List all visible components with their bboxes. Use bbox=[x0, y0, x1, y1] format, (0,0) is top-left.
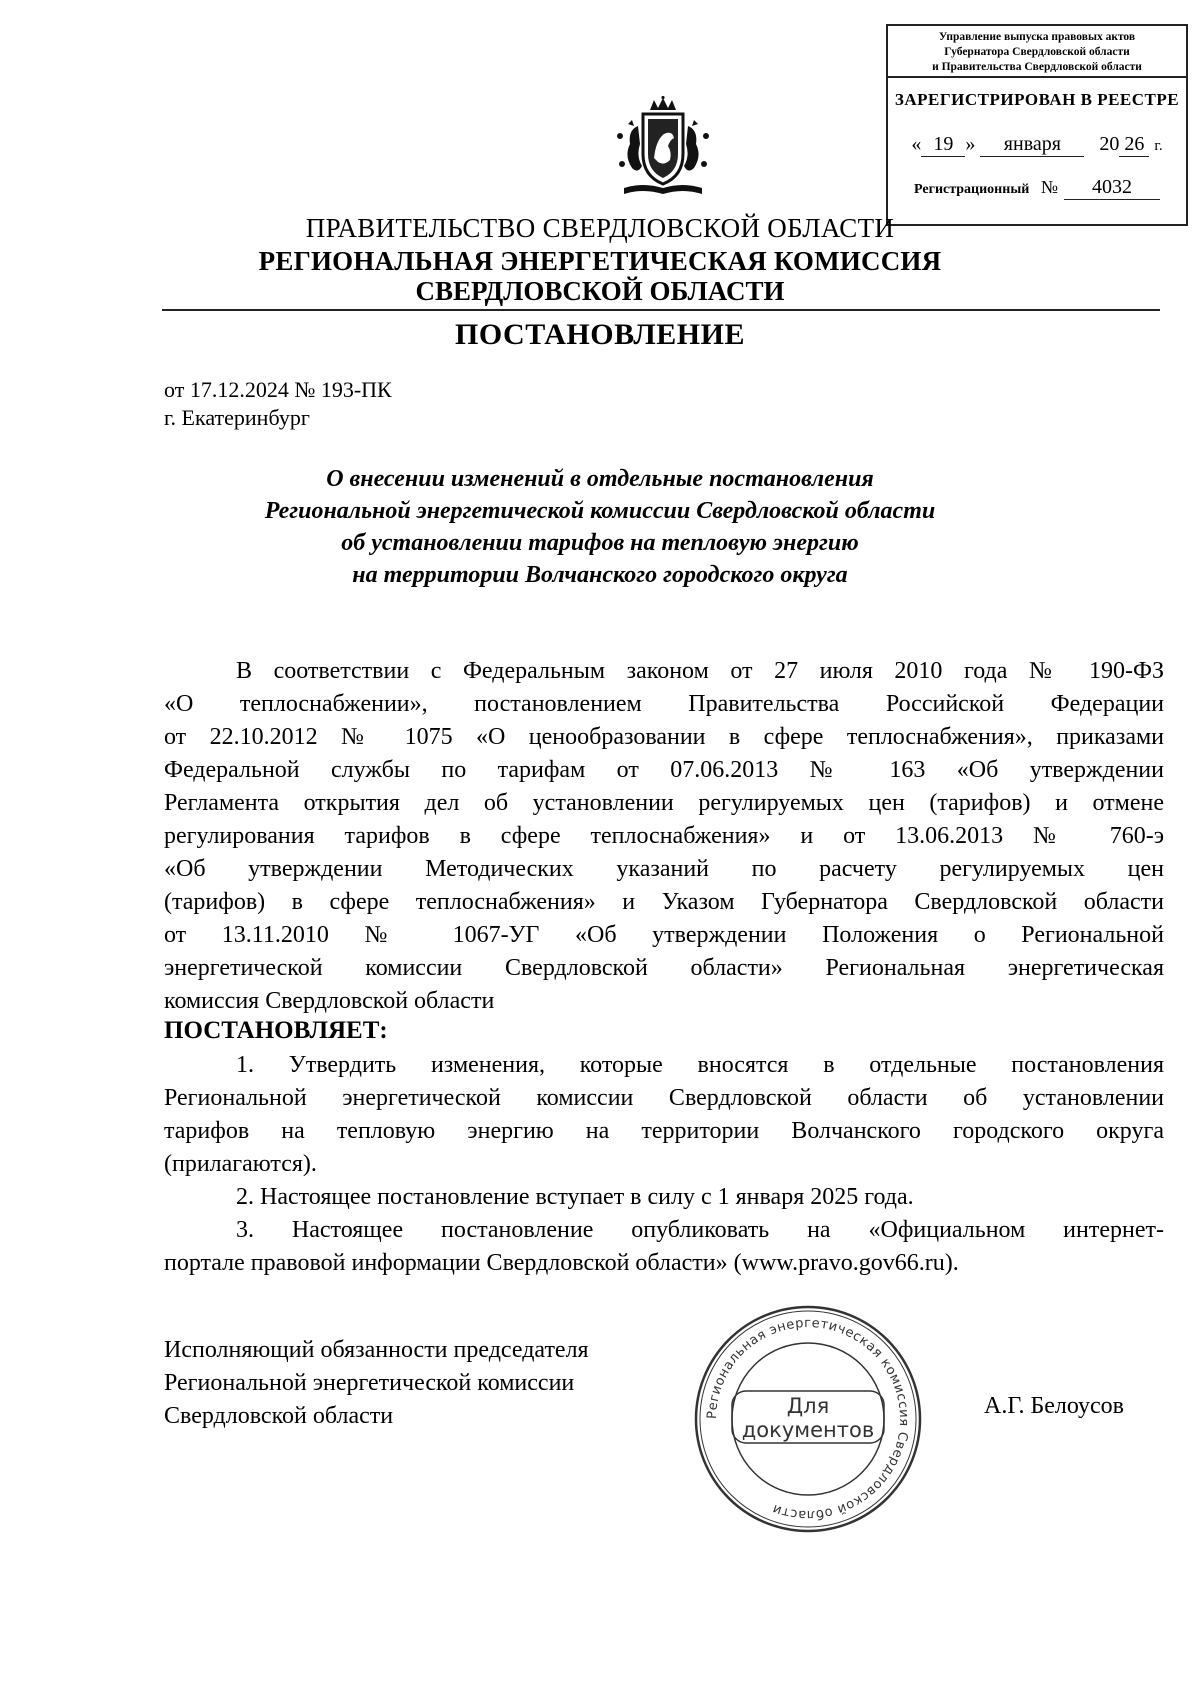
document-title-line: на территории Волчанского городского округа bbox=[352, 562, 848, 588]
item3-line: портале правовой информации Свердловской области» (www.pravo.gov66.ru). bbox=[164, 1250, 959, 1276]
preamble-line: от 22.10.2012 № 1075 «О ценообразовании в сфере теплоснабжения», приказами bbox=[164, 724, 1164, 750]
registry-quote-close: » bbox=[965, 133, 976, 155]
official-seal bbox=[692, 1303, 924, 1535]
preamble-line: регулирования тарифов в сфере теплоснабжения» и от 13.06.2013 № 760-э bbox=[164, 823, 1164, 849]
seal-center-line1: Для bbox=[786, 1394, 830, 1418]
signatory-name: А.Г. Белоусов bbox=[984, 1393, 1124, 1419]
registry-number: 4032 bbox=[1064, 176, 1160, 200]
item1-line: Региональной энергетической комиссии Свердловской области об установлении bbox=[164, 1085, 1164, 1111]
item2-line: 2. Настоящее постановление вступает в силу с 1 января 2025 года. bbox=[236, 1184, 914, 1210]
registry-year-prefix: 20 bbox=[1099, 133, 1120, 155]
item1-line: (прилагаются). bbox=[164, 1151, 317, 1177]
commission-heading-line1: РЕГИОНАЛЬНАЯ ЭНЕРГЕТИЧЕСКАЯ КОМИССИЯ bbox=[258, 246, 942, 276]
registry-header-line: Губернатора Свердловской области bbox=[944, 46, 1130, 58]
seal-ring-text-path: Региональная энергетическая комиссия Свердловской области bbox=[704, 1315, 912, 1523]
document-date-number: от 17.12.2024 № 193-ПК bbox=[164, 377, 392, 402]
document-city: г. Екатеринбург bbox=[164, 405, 310, 430]
registry-stamp bbox=[886, 24, 1188, 226]
preamble-line: Федеральной службы по тарифам от 07.06.2013 № 163 «Об утверждении bbox=[164, 757, 1164, 783]
preamble-line: энергетической комиссии Свердловской области» Региональная энергетическая bbox=[164, 955, 1164, 981]
registry-year-suffix: 26 bbox=[1119, 132, 1149, 157]
preamble-line: Регламента открытия дел об установлении регулируемых цен (тарифов) и отмене bbox=[164, 790, 1164, 816]
preamble-line: «Об утверждении Методических указаний по расчету регулируемых цен bbox=[164, 856, 1164, 882]
registry-date bbox=[888, 132, 1186, 157]
preamble-line: (тарифов) в сфере теплоснабжения» и Указом Губернатора Свердловской области bbox=[164, 889, 1164, 915]
document-type-heading: ПОСТАНОВЛЕНИЕ bbox=[455, 318, 745, 351]
registry-day: 19 bbox=[921, 132, 965, 157]
document-title-line: О внесении изменений в отдельные постановления bbox=[326, 466, 874, 492]
registry-number-sign: № bbox=[1040, 177, 1059, 197]
registry-header-line: Управление выпуска правовых актов bbox=[938, 31, 1136, 43]
preamble-line: «О теплоснабжении», постановлением Правительства Российской Федерации bbox=[164, 691, 1164, 717]
preamble-line: комиссия Свердловской области bbox=[164, 988, 495, 1014]
signatory-position-line: Региональной энергетической комиссии bbox=[164, 1370, 575, 1396]
government-heading: ПРАВИТЕЛЬСТВО СВЕРДЛОВСКОЙ ОБЛАСТИ bbox=[305, 213, 895, 243]
registry-title: ЗАРЕГИСТРИРОВАН В РЕЕСТРЕ bbox=[894, 90, 1180, 109]
seal-center-box bbox=[732, 1391, 884, 1443]
registry-number-label: Регистрационный bbox=[914, 182, 1030, 197]
registry-year-unit: г. bbox=[1154, 138, 1163, 154]
item1-line: 1. Утвердить изменения, которые вносятся в отдельные постановления bbox=[236, 1052, 1164, 1078]
document-title-line: Региональной энергетической комиссии Свердловской области bbox=[264, 498, 936, 524]
registry-quote-open: « bbox=[911, 133, 922, 155]
signatory-position-line: Свердловской области bbox=[164, 1403, 394, 1429]
document-title-line: об установлении тарифов на тепловую энергию bbox=[341, 530, 859, 556]
preamble-line: от 13.11.2010 № 1067-УГ «Об утверждении Положения о Региональной bbox=[164, 922, 1164, 948]
commission-heading-line2: СВЕРДЛОВСКОЙ ОБЛАСТИ bbox=[415, 276, 785, 306]
coat-of-arms-emblem bbox=[598, 96, 728, 206]
seal-center-line2: документов bbox=[741, 1418, 875, 1442]
registry-stamp-header bbox=[888, 26, 1186, 78]
resolves-heading: ПОСТАНОВЛЯЕТ: bbox=[164, 1017, 388, 1044]
item3-line: 3. Настоящее постановление опубликовать на «Официальном интернет- bbox=[236, 1217, 1164, 1243]
signatory-position-line: Исполняющий обязанности председателя bbox=[164, 1337, 589, 1363]
header-rule bbox=[162, 309, 1160, 311]
item1-line: тарифов на тепловую энергию на территории Волчанского городского округа bbox=[164, 1118, 1164, 1144]
registry-number-row bbox=[888, 176, 1186, 200]
registry-header-line: и Правительства Свердловской области bbox=[932, 61, 1142, 73]
registry-month: января bbox=[980, 132, 1084, 157]
preamble-line: В соответствии с Федеральным законом от 27 июля 2010 года № 190-ФЗ bbox=[236, 658, 1164, 684]
